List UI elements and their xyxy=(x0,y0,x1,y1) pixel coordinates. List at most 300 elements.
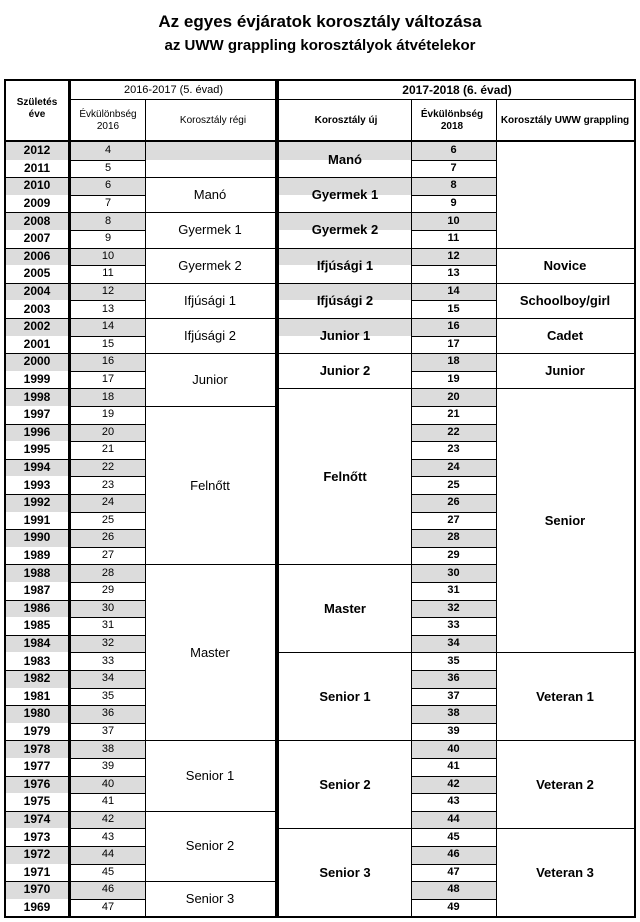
frame-right xyxy=(634,79,636,918)
new-group-rule xyxy=(279,652,411,653)
frame-top xyxy=(4,79,636,81)
diff18-row-rule xyxy=(411,688,496,689)
old-group-rule xyxy=(145,212,275,213)
old-group-label: Gyermek 1 xyxy=(178,222,242,238)
diff18-row-rule xyxy=(411,459,496,460)
uww-group-label: Veteran 3 xyxy=(536,864,594,880)
birth-year-cell: 1992 xyxy=(23,495,51,510)
diff-2016-cell: 25 xyxy=(101,513,115,526)
diff16-row-rule xyxy=(71,160,145,161)
diff18-row-rule xyxy=(411,881,496,882)
uww-group-rule xyxy=(496,248,634,249)
diff-2018-cell: 18 xyxy=(447,355,460,368)
diff18-row-rule xyxy=(411,864,496,865)
old-group-rule xyxy=(145,248,275,249)
new-group-rule xyxy=(279,248,411,249)
new-group-rule xyxy=(279,564,411,565)
diff-2018-cell: 43 xyxy=(447,795,460,808)
uww-group-label: Junior xyxy=(545,363,585,379)
old-group-label: Ifjúsági 2 xyxy=(183,328,237,344)
old-group-label: Master xyxy=(190,644,230,660)
header-season-new: 2017-2018 (6. évad) xyxy=(402,82,512,97)
diff18-row-rule xyxy=(411,776,496,777)
year-pair-rule xyxy=(6,212,68,213)
diff-2016-cell: 28 xyxy=(101,566,115,579)
birth-year-cell: 1978 xyxy=(23,741,51,756)
diff16-row-rule xyxy=(71,564,145,565)
diff18-row-rule xyxy=(411,300,496,301)
diff-2018-cell: 11 xyxy=(447,232,460,245)
diff-2018-cell: 16 xyxy=(447,320,460,333)
uww-group-rule xyxy=(496,652,634,653)
diff16-row-rule xyxy=(71,670,145,671)
header-diff-2016: Évkülönbség 2016 xyxy=(79,109,137,132)
diff16-row-rule xyxy=(71,265,145,266)
vline-diff18-left xyxy=(411,100,412,918)
birth-year-cell: 1972 xyxy=(23,847,51,862)
frame-bottom xyxy=(4,916,636,918)
diff18-row-rule xyxy=(411,723,496,724)
diff-2016-cell: 36 xyxy=(101,707,115,720)
birth-year-cell: 1995 xyxy=(23,442,51,457)
diff-2018-cell: 33 xyxy=(447,619,460,632)
diff-2016-cell: 16 xyxy=(101,355,115,368)
old-group-rule xyxy=(145,353,275,354)
new-group-label: Senior 3 xyxy=(319,864,371,880)
new-group-label: Gyermek 2 xyxy=(311,222,379,238)
diff-2016-cell: 12 xyxy=(101,285,115,298)
diff16-row-rule xyxy=(71,177,145,178)
diff-2018-cell: 10 xyxy=(447,214,460,227)
diff18-row-rule xyxy=(411,705,496,706)
diff-2018-cell: 20 xyxy=(447,390,460,403)
birth-year-cell: 1990 xyxy=(23,530,51,545)
diff-2018-cell: 26 xyxy=(447,496,460,509)
diff-2016-cell: 21 xyxy=(101,443,115,456)
diff18-row-rule xyxy=(411,160,496,161)
diff-2016-cell: 45 xyxy=(101,865,115,878)
diff-2018-cell: 12 xyxy=(447,249,460,262)
age-group-table xyxy=(4,79,636,918)
diff18-row-rule xyxy=(411,476,496,477)
diff-2016-cell: 32 xyxy=(101,637,115,650)
year-pair-rule xyxy=(6,600,68,601)
birth-year-cell: 1997 xyxy=(23,407,51,422)
new-group-label: Senior 1 xyxy=(319,688,371,704)
diff-2016-cell: 13 xyxy=(101,302,115,315)
diff16-row-rule xyxy=(71,248,145,249)
diff18-row-rule xyxy=(411,406,496,407)
diff-2018-cell: 30 xyxy=(447,566,460,579)
diff-2016-cell: 47 xyxy=(101,901,115,914)
year-pair-rule xyxy=(6,635,68,636)
diff16-row-rule xyxy=(71,371,145,372)
diff-2016-cell: 43 xyxy=(101,830,115,843)
year-pair-rule xyxy=(6,846,68,847)
diff-2018-cell: 28 xyxy=(447,531,460,544)
diff-2016-cell: 27 xyxy=(101,549,115,562)
diff18-row-rule xyxy=(411,828,496,829)
new-group-label: Junior 2 xyxy=(319,363,371,379)
year-pair-rule xyxy=(6,705,68,706)
diff-2016-cell: 37 xyxy=(101,725,115,738)
year-pair-rule xyxy=(6,318,68,319)
diff18-row-rule xyxy=(411,371,496,372)
diff-2018-cell: 41 xyxy=(447,760,460,773)
birth-year-cell: 1994 xyxy=(23,460,51,475)
diff18-row-rule xyxy=(411,652,496,653)
uww-group-label xyxy=(496,142,634,248)
diff-2016-cell: 38 xyxy=(101,742,115,755)
birth-year-cell: 1984 xyxy=(23,636,51,651)
birth-year-cell: 2009 xyxy=(23,196,51,211)
diff16-row-rule xyxy=(71,230,145,231)
diff16-row-rule xyxy=(71,793,145,794)
birth-year-cell: 1985 xyxy=(23,618,51,633)
diff-2018-cell: 31 xyxy=(447,584,460,597)
birth-year-cell: 1982 xyxy=(23,671,51,686)
year-pair-rule xyxy=(6,424,68,425)
year-pair-rule xyxy=(6,353,68,354)
diff-2018-cell: 34 xyxy=(447,637,460,650)
diff-2018-cell: 48 xyxy=(447,883,460,896)
birth-year-cell: 1991 xyxy=(23,512,51,527)
year-pair-rule xyxy=(6,388,68,389)
diff16-row-rule xyxy=(71,688,145,689)
diff-2018-cell: 46 xyxy=(447,848,460,861)
header-bottom xyxy=(6,140,634,142)
diff16-row-rule xyxy=(71,740,145,741)
birth-year-cell: 1977 xyxy=(23,759,51,774)
diff18-row-rule xyxy=(411,564,496,565)
diff-2016-cell: 26 xyxy=(101,531,115,544)
birth-year-cell: 2002 xyxy=(23,319,51,334)
birth-year-cell: 1987 xyxy=(23,583,51,598)
diff-2018-cell: 44 xyxy=(447,813,460,826)
birth-year-cell: 1993 xyxy=(23,477,51,492)
birth-year-cell: 1996 xyxy=(23,424,51,439)
diff-2016-cell: 44 xyxy=(101,848,115,861)
new-group-rule xyxy=(279,177,411,178)
diff-2018-cell: 40 xyxy=(447,742,460,755)
diff-2016-cell: 42 xyxy=(101,813,115,826)
diff-2016-cell: 34 xyxy=(101,672,115,685)
new-group-label: Senior 2 xyxy=(319,776,371,792)
diff-2018-cell: 38 xyxy=(447,707,460,720)
diff-2018-cell: 22 xyxy=(447,425,460,438)
diff-2018-cell: 14 xyxy=(447,285,460,298)
diff-2016-cell: 31 xyxy=(101,619,115,632)
new-group-rule xyxy=(279,740,411,741)
new-group-label: Master xyxy=(324,600,366,616)
old-group-label xyxy=(145,142,275,177)
diff18-row-rule xyxy=(411,811,496,812)
diff16-row-rule xyxy=(71,846,145,847)
diff-2018-cell: 13 xyxy=(447,267,460,280)
uww-group-rule xyxy=(496,388,634,389)
old-group-rule xyxy=(145,406,275,407)
diff16-row-rule xyxy=(71,899,145,900)
birth-year-cell: 1969 xyxy=(23,900,51,915)
old-group-label: Senior 3 xyxy=(185,891,235,907)
diff18-row-rule xyxy=(411,318,496,319)
birth-year-cell: 2005 xyxy=(23,266,51,281)
header-category-old: Korosztály régi xyxy=(179,115,247,126)
diff18-row-rule xyxy=(411,758,496,759)
diff16-row-rule xyxy=(71,617,145,618)
diff-2016-cell: 11 xyxy=(102,267,114,280)
diff18-row-rule xyxy=(411,212,496,213)
page-title: Az egyes évjáratok korosztály változása xyxy=(158,12,482,31)
diff-2018-cell: 24 xyxy=(447,461,460,474)
old-group-rule xyxy=(145,564,275,565)
diff-2016-cell: 4 xyxy=(104,144,112,157)
birth-year-cell: 2001 xyxy=(23,336,51,351)
diff-2016-cell: 20 xyxy=(101,425,115,438)
diff18-row-rule xyxy=(411,265,496,266)
vline-diff16 xyxy=(145,100,146,918)
diff16-row-rule xyxy=(71,441,145,442)
diff16-row-rule xyxy=(71,811,145,812)
year-pair-rule xyxy=(6,494,68,495)
year-pair-rule xyxy=(6,740,68,741)
diff-2018-cell: 45 xyxy=(447,830,460,843)
birth-year-cell: 2008 xyxy=(23,213,51,228)
diff-2018-cell: 7 xyxy=(450,161,457,174)
page-subtitle: az UWW grappling korosztályok átvételekor xyxy=(164,37,476,54)
vline-diff18-right xyxy=(496,100,497,918)
diff-2018-cell: 15 xyxy=(447,302,460,315)
diff-2018-cell: 21 xyxy=(447,408,460,421)
diff18-row-rule xyxy=(411,846,496,847)
diff-2018-cell: 8 xyxy=(450,179,457,192)
old-group-label: Felnőtt xyxy=(190,477,230,493)
birth-year-cell: 2004 xyxy=(23,284,51,299)
diff16-row-rule xyxy=(71,864,145,865)
diff-2018-cell: 49 xyxy=(447,901,460,914)
header-birth-year: Születés éve xyxy=(16,97,58,120)
diff-2016-cell: 9 xyxy=(104,232,112,245)
birth-year-cell: 1981 xyxy=(23,688,51,703)
birth-year-cell: 2012 xyxy=(23,143,51,158)
diff-2016-cell: 18 xyxy=(101,390,115,403)
diff18-row-rule xyxy=(411,195,496,196)
old-group-rule xyxy=(145,318,275,319)
diff16-row-rule xyxy=(71,723,145,724)
new-group-rule xyxy=(279,318,411,319)
diff-2016-cell: 23 xyxy=(101,478,115,491)
new-group-rule xyxy=(279,353,411,354)
diff-2016-cell: 35 xyxy=(101,689,115,702)
diff16-row-rule xyxy=(71,881,145,882)
birth-year-cell: 1989 xyxy=(23,548,51,563)
birth-year-cell: 2000 xyxy=(23,354,51,369)
birth-year-cell: 1980 xyxy=(23,706,51,721)
diff-2016-cell: 24 xyxy=(101,496,115,509)
old-group-label: Senior 1 xyxy=(185,768,235,784)
year-pair-rule xyxy=(6,564,68,565)
diff16-row-rule xyxy=(71,476,145,477)
diff16-row-rule xyxy=(71,318,145,319)
diff-2016-cell: 41 xyxy=(101,795,115,808)
birth-year-cell: 1983 xyxy=(23,653,51,668)
new-group-label: Ifjúsági 1 xyxy=(316,257,374,273)
diff16-row-rule xyxy=(71,635,145,636)
diff16-row-rule xyxy=(71,300,145,301)
diff18-row-rule xyxy=(411,230,496,231)
year-pair-rule xyxy=(6,776,68,777)
sep-season xyxy=(275,79,279,918)
diff18-row-rule xyxy=(411,582,496,583)
uww-group-label: Schoolboy/girl xyxy=(519,292,611,308)
header-season-old: 2016-2017 (5. évad) xyxy=(123,83,224,96)
new-group-label: Manó xyxy=(328,152,362,168)
birth-year-cell: 1979 xyxy=(23,724,51,739)
frame-left xyxy=(4,79,6,918)
diff-2018-cell: 32 xyxy=(447,601,460,614)
diff18-row-rule xyxy=(411,248,496,249)
diff18-row-rule xyxy=(411,740,496,741)
birth-year-cell: 2011 xyxy=(23,160,51,175)
year-pair-rule xyxy=(6,670,68,671)
diff-2018-cell: 27 xyxy=(447,513,460,526)
new-group-label: Felnőtt xyxy=(323,468,367,484)
diff18-row-rule xyxy=(411,635,496,636)
birth-year-cell: 1971 xyxy=(23,864,51,879)
birth-year-cell: 2003 xyxy=(23,301,51,316)
year-pair-rule xyxy=(6,811,68,812)
old-group-rule xyxy=(145,881,275,882)
diff-2016-cell: 17 xyxy=(101,373,115,386)
diff18-row-rule xyxy=(411,512,496,513)
diff16-row-rule xyxy=(71,652,145,653)
uww-group-rule xyxy=(496,353,634,354)
diff16-row-rule xyxy=(71,195,145,196)
diff-2016-cell: 22 xyxy=(101,461,115,474)
new-group-label: Junior 1 xyxy=(319,328,371,344)
diff16-row-rule xyxy=(71,705,145,706)
new-group-rule xyxy=(279,388,411,389)
diff-2016-cell: 19 xyxy=(101,408,115,421)
birth-year-cell: 1976 xyxy=(23,776,51,791)
old-group-label: Ifjúsági 1 xyxy=(183,292,237,308)
birth-year-cell: 1974 xyxy=(23,812,51,827)
diff-2016-cell: 46 xyxy=(101,883,115,896)
diff-2016-cell: 10 xyxy=(101,249,115,262)
diff-2016-cell: 8 xyxy=(104,214,112,227)
new-group-rule xyxy=(279,828,411,829)
diff16-row-rule xyxy=(71,582,145,583)
diff-2018-cell: 9 xyxy=(450,197,457,210)
diff16-row-rule xyxy=(71,336,145,337)
diff16-row-rule xyxy=(71,388,145,389)
diff-2018-cell: 47 xyxy=(447,865,460,878)
year-pair-rule xyxy=(6,881,68,882)
diff18-row-rule xyxy=(411,388,496,389)
diff-2016-cell: 33 xyxy=(101,654,115,667)
diff-2018-cell: 25 xyxy=(447,478,460,491)
year-pair-rule xyxy=(6,177,68,178)
year-pair-rule xyxy=(6,529,68,530)
diff18-row-rule xyxy=(411,424,496,425)
uww-group-rule xyxy=(496,318,634,319)
diff18-row-rule xyxy=(411,494,496,495)
old-group-rule xyxy=(145,811,275,812)
birth-year-cell: 1998 xyxy=(23,389,51,404)
diff18-row-rule xyxy=(411,547,496,548)
diff-2018-cell: 39 xyxy=(447,725,460,738)
diff-2016-cell: 29 xyxy=(101,584,115,597)
diff16-row-rule xyxy=(71,459,145,460)
diff18-row-rule xyxy=(411,529,496,530)
diff18-row-rule xyxy=(411,899,496,900)
header-season-rule xyxy=(71,99,634,100)
diff16-row-rule xyxy=(71,212,145,213)
diff-2016-cell: 30 xyxy=(101,601,115,614)
new-group-label: Ifjúsági 2 xyxy=(316,292,374,308)
birth-year-cell: 2007 xyxy=(23,231,51,246)
diff18-row-rule xyxy=(411,617,496,618)
diff18-row-rule xyxy=(411,353,496,354)
year-pair-rule xyxy=(6,283,68,284)
diff-2018-cell: 37 xyxy=(447,689,460,702)
diff16-row-rule xyxy=(71,529,145,530)
diff18-row-rule xyxy=(411,600,496,601)
diff16-row-rule xyxy=(71,494,145,495)
diff16-row-rule xyxy=(71,547,145,548)
diff16-row-rule xyxy=(71,776,145,777)
diff-2018-cell: 23 xyxy=(447,443,460,456)
header-diff-2018: Évkülönbség 2018 xyxy=(420,109,484,132)
diff-2018-cell: 19 xyxy=(447,373,460,386)
sep-year-col xyxy=(68,79,71,918)
diff16-row-rule xyxy=(71,406,145,407)
birth-year-cell: 1973 xyxy=(23,829,51,844)
diff-2016-cell: 5 xyxy=(104,161,112,174)
diff18-row-rule xyxy=(411,177,496,178)
uww-group-label: Senior xyxy=(544,512,586,528)
diff-2016-cell: 14 xyxy=(101,320,115,333)
diff16-row-rule xyxy=(71,828,145,829)
old-group-rule xyxy=(145,740,275,741)
uww-group-rule xyxy=(496,740,634,741)
old-group-label: Senior 2 xyxy=(185,838,235,854)
new-group-rule xyxy=(279,283,411,284)
uww-group-label: Veteran 2 xyxy=(536,776,594,792)
birth-year-cell: 2010 xyxy=(23,178,51,193)
birth-year-cell: 1986 xyxy=(23,600,51,615)
new-group-label: Gyermek 1 xyxy=(311,187,379,203)
uww-group-label: Cadet xyxy=(546,328,584,344)
header-category-uww: Korosztály UWW grappling xyxy=(500,115,630,126)
diff18-row-rule xyxy=(411,441,496,442)
birth-year-cell: 1970 xyxy=(23,882,51,897)
birth-year-cell: 1999 xyxy=(23,372,51,387)
diff18-row-rule xyxy=(411,336,496,337)
new-group-rule xyxy=(279,212,411,213)
birth-year-cell: 1988 xyxy=(23,565,51,580)
birth-year-cell: 2006 xyxy=(23,248,51,263)
uww-group-rule xyxy=(496,283,634,284)
diff18-row-rule xyxy=(411,283,496,284)
diff16-row-rule xyxy=(71,353,145,354)
diff16-row-rule xyxy=(71,424,145,425)
uww-group-rule xyxy=(496,828,634,829)
diff-2016-cell: 6 xyxy=(104,179,112,192)
diff-2018-cell: 42 xyxy=(447,777,460,790)
diff-2016-cell: 40 xyxy=(101,777,115,790)
old-group-label: Manó xyxy=(193,187,227,203)
